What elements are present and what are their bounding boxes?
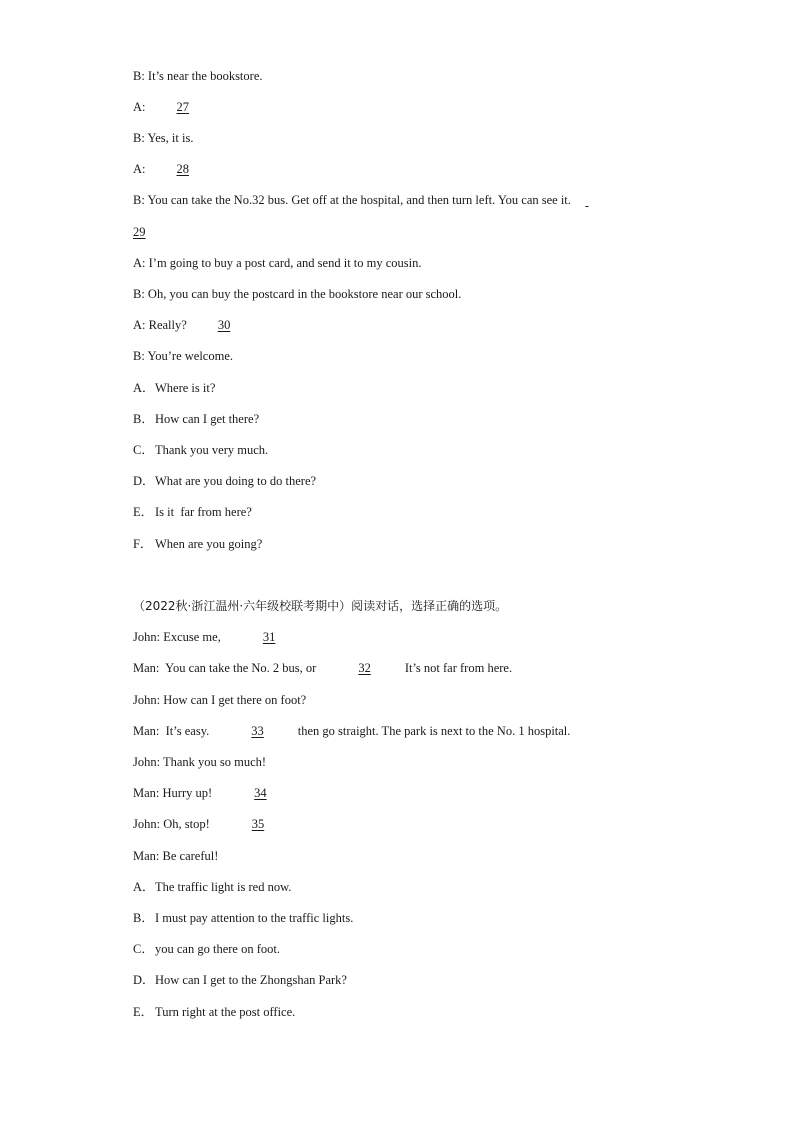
dialogue1-line-1 [133, 68, 263, 84]
dialogue2-line-5 [133, 754, 266, 770]
blank-34: 34 [254, 786, 267, 800]
option-text: How can I get there? [155, 412, 260, 426]
dialogue2-option-c [133, 941, 280, 957]
option-text: When are you going? [155, 537, 263, 551]
speaker-text: Man: Be careful! [133, 849, 219, 863]
dialogue1-line-2 [133, 99, 206, 115]
option-text: The traffic light is red now. [155, 880, 292, 894]
dialogue1-option-d [133, 473, 316, 489]
option-letter: D． [133, 474, 155, 488]
dialogue1-option-e [133, 504, 252, 520]
dialogue1-line-7 [133, 255, 422, 271]
speaker-text: John: Thank you so much! [133, 755, 267, 769]
option-letter: C． [133, 443, 154, 457]
option-text: What are you doing to do there? [155, 474, 317, 488]
dialogue2-option-e [133, 1004, 295, 1020]
option-text: Thank you very much. [155, 443, 269, 457]
dialogue1-line-6 [133, 224, 163, 240]
speaker-label: A: Really? [133, 318, 194, 332]
dialogue1-option-c [133, 442, 268, 458]
line-text: B: Oh, you can buy the postcard in the bookstore near our school. [133, 287, 462, 301]
option-letter: E． [133, 1005, 154, 1019]
blank-30: 30 [217, 318, 231, 332]
line-text: B: Yes, it is. [133, 131, 194, 145]
option-letter: B． [133, 911, 154, 925]
dialogue2-line-1 [133, 629, 303, 645]
option-letter: A． [133, 880, 155, 894]
option-text: I must pay attention to the traffic lights. [155, 911, 354, 925]
line-text: A: I’m going to buy a post card, and send it to my cousin. [133, 256, 422, 270]
dialogue2-option-a [133, 879, 291, 895]
option-letter: B． [133, 412, 154, 426]
dialogue1-line-5 [133, 192, 595, 208]
dialogue2-line-7 [133, 816, 292, 832]
option-letter: F． [133, 537, 153, 551]
blank-35: 35 [251, 817, 265, 831]
option-letter: C． [133, 942, 154, 956]
speaker-text: John: How can I get there on foot? [133, 693, 307, 707]
dialogue1-option-f [133, 536, 262, 552]
dialogue1-line-9 [133, 317, 247, 333]
blank-33: 33 [251, 724, 264, 738]
option-text: Where is it? [155, 381, 216, 395]
speaker-text: Man: Hurry up! [133, 786, 219, 800]
speaker-text: Man: You can take the No. 2 bus, or [133, 661, 323, 675]
dialogue2-line-6 [133, 785, 294, 801]
blank-29: 29 [133, 225, 146, 239]
dialogue2-line-4 [133, 723, 570, 739]
option-letter: E． [133, 505, 154, 519]
dialogue2-option-d [133, 972, 347, 988]
dialogue1-line-3 [133, 130, 193, 146]
dialogue2-line-2 [133, 660, 512, 676]
speaker-text: Man: It’s easy. [133, 724, 216, 738]
blank-29-start [579, 192, 595, 208]
option-text: you can go there on foot. [155, 942, 280, 956]
speaker-text: John: Excuse me, [133, 630, 228, 644]
dialogue1-line-4 [133, 161, 206, 177]
dialogue2-option-b [133, 910, 353, 926]
dialogue1-line-10 [133, 348, 233, 364]
option-text: Turn right at the post office. [155, 1005, 296, 1019]
speaker-label: A: [133, 162, 152, 176]
trailing-text: It’s not far from here. [398, 661, 513, 675]
option-letter: D． [133, 973, 155, 987]
blank-27: 27 [176, 100, 189, 114]
question-heading: （2022秋·浙江温州·六年级校联考期中）阅读对话，选择正确的选项。 [133, 599, 508, 613]
dialogue2-line-3 [133, 692, 306, 708]
speaker-label: A: [133, 100, 152, 114]
dialogue2-line-8 [133, 848, 218, 864]
option-text: How can I get to the Zhongshan Park? [155, 973, 347, 987]
dialogue1-option-a [133, 380, 215, 396]
blank-31: 31 [262, 630, 276, 644]
line-text: B: You can take the No.32 bus. Get off at the hospital, and then turn left. You can see it. [133, 193, 571, 207]
dialogue1-option-b [133, 411, 259, 427]
option-text: Is it far from here? [155, 505, 252, 519]
blank-28: 28 [176, 162, 189, 176]
option-letter: A． [133, 381, 155, 395]
dialogue1-line-8 [133, 286, 461, 302]
trailing-text: then go straight. The park is next to the No. 1 hospital. [291, 724, 571, 738]
blank-32: 32 [358, 661, 371, 675]
line-text: B: You’re welcome. [133, 349, 233, 363]
line-text: B: It’s near the bookstore. [133, 69, 263, 83]
speaker-text: John: Oh, stop! [133, 817, 216, 831]
